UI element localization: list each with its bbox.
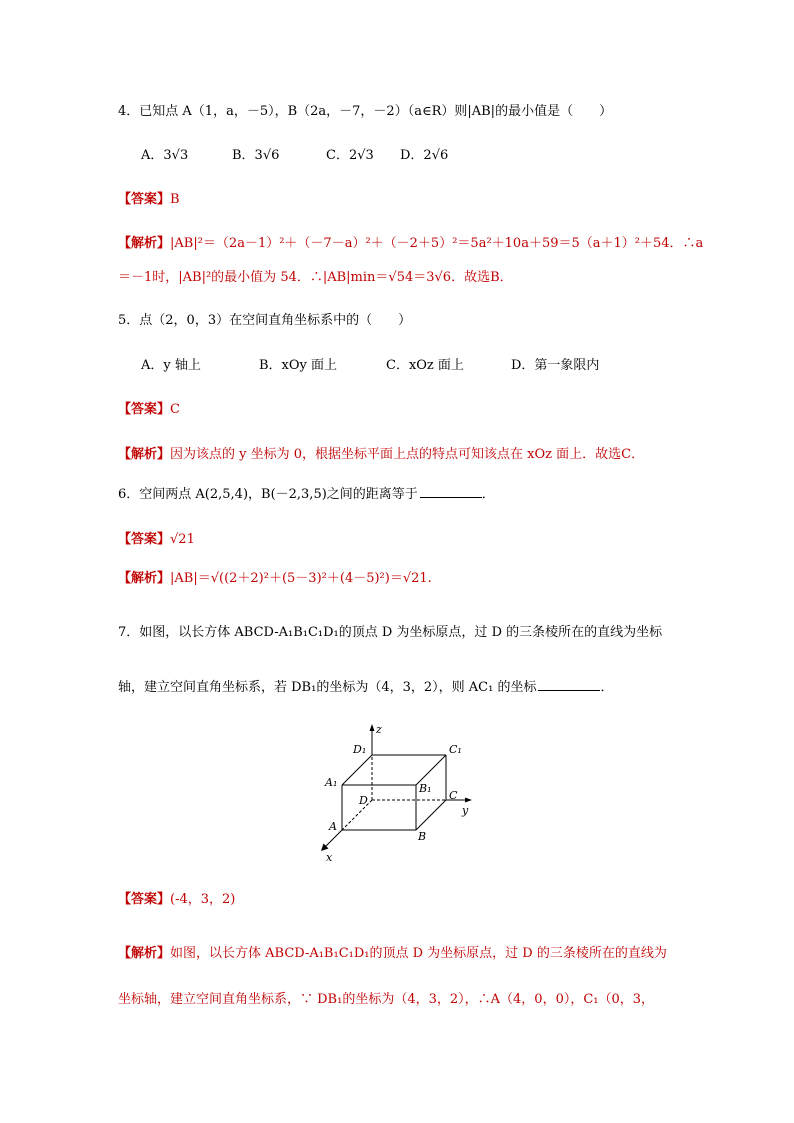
label-a1: A₁: [325, 776, 338, 789]
analysis-tag: 【解析】: [118, 236, 171, 251]
label-b: B: [418, 830, 427, 843]
q7-stem-text: 轴，建立空间直角坐标系，若 DB₁的坐标为（4，3，2），则 AC₁ 的坐标: [118, 680, 537, 695]
q5-analysis: [118, 446, 644, 464]
q4-option-a: A．3√3: [141, 148, 189, 163]
q4-analysis-line2: ＝－1时，|AB|²的最小值为 54．∴|AB|min＝√54＝3√6．故选B．: [118, 270, 513, 285]
q7-analysis-line2: 坐标轴，建立空间直角坐标系，∵ DB₁的坐标为（4，3，2），∴A（4，0，0），C₁（0，3，: [118, 992, 655, 1007]
edge-b1-c1: [416, 755, 446, 785]
label-d1: D₁: [353, 743, 367, 756]
y-axis-arrow: [465, 798, 472, 803]
q7-stem-line1: 7．如图，以长方体 ABCD-A₁B₁C₁D₁的顶点 D 为坐标原点，过 D 的三条棱所在的直线为坐标: [118, 625, 663, 640]
q6-stem-text: 6．空间两点 A(2,5,4)，B(－2,3,5)之间的距离等于: [118, 487, 418, 502]
label-d: D: [359, 794, 368, 807]
analysis-tag: 【解析】: [118, 447, 171, 462]
answer-blank: [420, 485, 482, 498]
q7-answer: [118, 891, 235, 909]
label-c: C: [449, 789, 458, 802]
answer-value: √21: [170, 532, 195, 547]
answer-value: B: [170, 192, 180, 207]
analysis-text: |AB|²＝（2a－1）²＋（－7－a）²＋（－2＋5）²＝5a²＋10a＋59＝5（a＋1）²＋54．∴a: [170, 236, 704, 251]
q5-option-d: D．第一象限内: [511, 358, 600, 373]
label-z: z: [376, 723, 382, 736]
q6-stem-end: ．: [481, 487, 495, 502]
q7-stem-end: ．: [600, 680, 614, 695]
answer-tag: 【答案】: [118, 892, 171, 907]
label-y: y: [462, 804, 469, 817]
answer-value: (-4，3，2): [170, 892, 236, 907]
q4-option-b: B．3√6: [232, 148, 280, 163]
q4-stem: 4．已知点 A（1，a，－5），B（2a，－7，－2）（a∈R）则|AB|的最小值是（ ）: [118, 104, 613, 119]
q6-analysis: [118, 570, 432, 588]
q7-stem-line2: [118, 678, 613, 697]
q4-option-d: D．2√6: [400, 148, 449, 163]
q5-answer: [118, 401, 180, 419]
label-c1: C₁: [449, 743, 462, 756]
label-b1: B₁: [419, 782, 432, 795]
z-axis-arrow: [370, 724, 375, 731]
q5-stem: 5．点（2，0，3）在空间直角坐标系中的（ ）: [118, 313, 412, 328]
answer-tag: 【答案】: [118, 532, 171, 547]
q5-option-c: C．xOz 面上: [386, 358, 464, 373]
edge-a1-d1: [342, 755, 372, 785]
cuboid-figure: [315, 722, 485, 862]
label-x: x: [326, 851, 333, 862]
answer-tag: 【答案】: [118, 192, 171, 207]
analysis-text: 如图，以长方体 ABCD-A₁B₁C₁D₁的顶点 D 为坐标原点，过 D 的三条棱所在的直线为: [170, 946, 667, 961]
answer-value: C: [170, 402, 180, 417]
edge-b-c: [416, 800, 446, 830]
q4-analysis-line1: [118, 235, 703, 253]
analysis-text: 因为该点的 y 坐标为 0，根据坐标平面上点的特点可知该点在 xOz 面上．故选C．: [170, 447, 645, 462]
analysis-tag: 【解析】: [118, 571, 171, 586]
answer-blank: [538, 678, 600, 691]
label-a: A: [329, 820, 337, 833]
analysis-tag: 【解析】: [118, 946, 171, 961]
q6-stem: [118, 485, 495, 504]
q7-analysis-line1: [118, 945, 667, 963]
q5-option-a: A．y 轴上: [141, 358, 201, 373]
answer-tag: 【答案】: [118, 402, 171, 417]
q6-answer: [118, 531, 195, 549]
analysis-text: |AB|＝√((2＋2)²＋(5－3)²＋(4－5)²)＝√21.: [170, 571, 432, 586]
q4-option-c: C．2√3: [326, 148, 374, 163]
q4-answer: [118, 191, 180, 209]
q5-option-b: B．xOy 面上: [259, 358, 338, 373]
